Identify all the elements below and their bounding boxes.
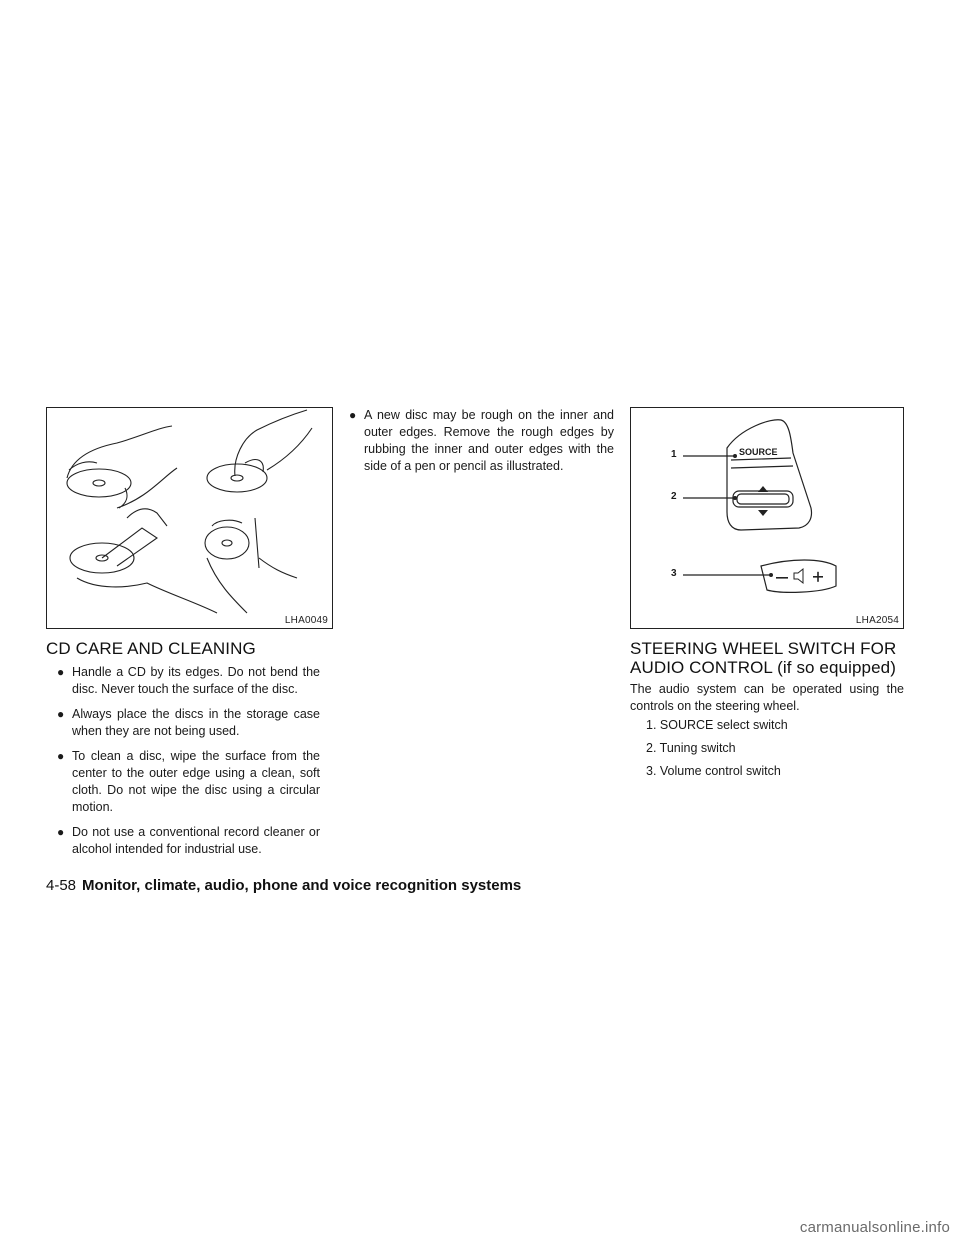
list-item: ● Do not use a conventional record cleaner or alcohol intended for industrial use. <box>57 825 320 856</box>
figure-code: LHA0049 <box>284 615 328 626</box>
list-item: ● Always place the discs in the storage case when they are not being used. <box>57 707 320 738</box>
list-item: ● To clean a disc, wipe the surface from the center to the outer edge using a clean, soft cloth. Do not wipe the disc using a circular motion. <box>57 749 320 814</box>
list-item: 2. Tuning switch <box>646 741 736 755</box>
bullet-icon: ● <box>57 825 65 839</box>
cd-care-bullets-continued <box>338 407 614 483</box>
callout-1: 1 <box>671 449 677 460</box>
cd-care-heading: CD CARE AND CLEANING <box>46 639 256 658</box>
bullet-icon: ● <box>57 707 65 721</box>
steering-switch-list <box>630 717 904 786</box>
callout-3: 3 <box>671 568 677 579</box>
steering-switch-intro: The audio system can be operated using the controls on the steering wheel. <box>630 682 904 713</box>
bullet-icon: ● <box>57 665 65 679</box>
bullet-icon: ● <box>349 408 357 422</box>
cd-handling-drawing <box>47 408 332 628</box>
cd-care-illustration <box>46 407 333 629</box>
section-title: Monitor, climate, audio, phone and voice recognition systems <box>82 877 522 894</box>
figure-code: LHA2054 <box>855 615 899 626</box>
cd-care-bullets <box>46 664 320 866</box>
bullet-icon: ● <box>57 749 65 763</box>
steering-switch-drawing <box>631 408 903 628</box>
page-number: 4-58 <box>46 877 77 894</box>
page-footer <box>46 877 926 894</box>
steering-switch-illustration <box>630 407 904 629</box>
callout-2: 2 <box>671 491 677 502</box>
list-item: 3. Volume control switch <box>646 764 781 778</box>
list-item: ● Handle a CD by its edges. Do not bend the disc. Never touch the surface of the disc. <box>57 665 320 696</box>
steering-switch-heading: STEERING WHEEL SWITCH FOR AUDIO CONTROL (if so equipped) <box>630 639 897 677</box>
source-button-label: SOURCE <box>739 447 778 457</box>
watermark[interactable]: carmanualsonline.info <box>799 1219 950 1236</box>
list-item: 1. SOURCE select switch <box>646 718 788 732</box>
list-item: ● A new disc may be rough on the inner and outer edges. Remove the rough edges by rubbing the inner and outer edges with the side of a pen or pencil as illustrated. <box>349 408 614 473</box>
